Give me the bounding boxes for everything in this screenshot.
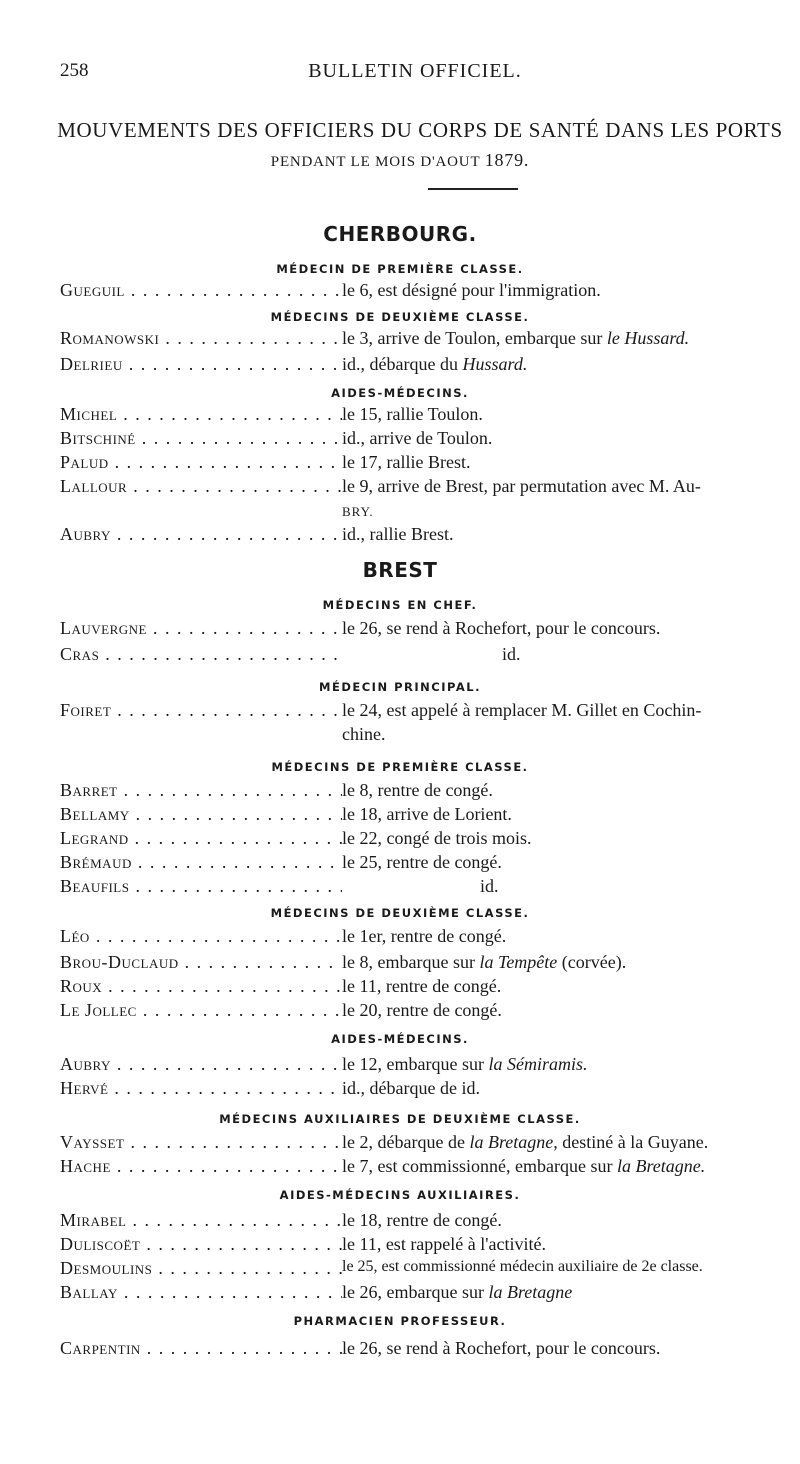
ship-name: la Bretagne [488,1282,573,1302]
officer-name: Beaufils . . . [60,876,342,897]
article-title: MOUVEMENTS DES OFFICIERS DU CORPS DE SANTÉ DANS LES PORTS [57,118,783,142]
officer-name: Michel . . . [60,404,342,425]
officer-name: Hervé . . . [60,1078,342,1099]
officer-name: Carpentin . . . [60,1338,342,1359]
movement-entry [60,828,780,854]
movement-entry [60,852,780,878]
journal-title: BULLETIN OFFICIEL. [308,60,522,82]
movement-entry [60,1054,780,1080]
movement-entry [60,354,780,380]
movement-text: le 18, arrive de Lorient. [342,804,512,824]
movement-entry [60,1078,780,1104]
officer-name: Duliscoët . . . [60,1234,342,1255]
officer-name: Aubry . . . [60,1054,342,1075]
movement-text: le 17, rallie Brest. [342,452,471,472]
ship-name: la Bretagne. [616,1156,706,1176]
officer-name: Ballay . . . [60,1282,342,1303]
title-rule [428,188,518,190]
movement-entry [60,428,780,454]
subtitle-year: 1879. [484,150,530,170]
movement-entry [60,876,780,902]
officer-name: Mirabel . . . [60,1210,342,1231]
movement-text: id., débarque du Hussard. [342,354,528,374]
officer-name: Aubry . . . [60,524,342,545]
officer-name: Bellamy . . . [60,804,342,825]
movement-entry [60,1234,780,1260]
rank-heading: MÉDECIN PRINCIPAL. [319,680,481,694]
movement-entry [60,1282,780,1308]
movement-entry [60,1000,780,1026]
movement-text: le 20, rentre de congé. [342,1000,502,1020]
rank-heading: PHARMACIEN PROFESSEUR. [293,1314,507,1328]
movement-entry [60,452,780,478]
officer-name: Léo . . . [60,926,342,947]
rank-heading: MÉDECINS DE DEUXIÈME CLASSE. [270,310,530,324]
movement-text: le 24, est appelé à remplacer M. Gillet en Cochin- [342,700,702,720]
movement-entry [60,952,780,978]
subtitle-text: PENDANT LE MOIS D'AOUT [270,154,481,170]
ship-name: la Tempête [479,952,558,972]
movement-text: le 26, embarque sur la Bretagne [342,1282,573,1302]
running-header [60,60,770,88]
movement-entry [60,700,780,726]
movement-text: id., arrive de Toulon. [342,428,493,448]
officer-name: Legrand . . . [60,828,342,849]
officer-name: Brémaud . . . [60,852,342,873]
movement-entry [60,1156,780,1182]
officer-name: Hache . . . [60,1156,342,1177]
rank-heading: MÉDECINS EN CHEF. [322,598,478,612]
movement-entry [60,476,780,502]
movement-entry [60,976,780,1002]
movement-text: le 8, embarque sur la Tempête (corvée). [342,952,627,972]
movement-entry [60,524,780,550]
movement-text: le 3, arrive de Toulon, embarque sur le Hussard. [342,328,690,348]
movement-entry [60,404,780,430]
movement-entry [60,1258,780,1284]
officer-name: Delrieu . . . [60,354,342,375]
movement-entry [60,1338,780,1364]
movement-text: le 26, se rend à Rochefort, pour le concours. [342,618,661,638]
rank-heading: MÉDECINS DE DEUXIÈME CLASSE. [270,906,530,920]
rank-heading: MÉDECIN DE PREMIÈRE CLASSE. [276,262,524,276]
movement-text: le 25, rentre de congé. [342,852,502,872]
officer-name: Foiret . . . [60,700,342,721]
officer-name: Le Jollec . . . [60,1000,342,1021]
movement-text: le 7, est commissionné, embarque sur la Bretagne. [342,1156,706,1176]
movement-text: le 2, débarque de la Bretagne, destiné à la Guyane. [342,1132,709,1152]
movement-text: le 22, congé de trois mois. [342,828,532,848]
movement-entry [60,328,780,354]
movement-entry [60,618,780,644]
movement-text: le 9, arrive de Brest, par permutation avec M. Au- [342,476,701,496]
line-continuation: chine. [342,724,386,744]
officer-name: Lallour . . . [60,476,342,497]
rank-heading: AIDES-MÉDECINS. [331,1032,469,1046]
officer-name: Brou-Duclaud . . . [60,952,342,973]
movement-text: le 6, est désigné pour l'immigration. [342,280,601,300]
movement-text: le 15, rallie Toulon. [342,404,483,424]
port-heading-brest: BREST [362,558,438,582]
officer-name: Barret . . . [60,780,342,801]
ship-name: la Sémiramis. [488,1054,588,1074]
ship-name: la Bretagne, [469,1132,558,1152]
movement-text: le 1er, rentre de congé. [342,926,507,946]
ship-name: Hussard. [462,354,528,374]
officer-name: Palud . . . [60,452,342,473]
movement-text: le 11, rentre de congé. [342,976,502,996]
officer-name: Romanowski . . . [60,328,342,349]
movement-text: le 26, se rend à Rochefort, pour le concours. [342,1338,661,1358]
port-heading-cherbourg: CHERBOURG. [323,222,477,246]
movement-entry [60,280,780,306]
movement-entry [60,780,780,806]
movement-text: id. [480,876,499,896]
article-subtitle [0,150,800,171]
movement-text: id., débarque de id. [342,1078,480,1098]
rank-heading: MÉDECINS DE PREMIÈRE CLASSE. [271,760,529,774]
movement-text: le 25, est commissionné médecin auxiliaire de 2e classe. [342,1258,703,1275]
movement-text: le 8, rentre de congé. [342,780,493,800]
movement-entry [60,804,780,830]
officer-name: Gueguil . . . [60,280,342,301]
movement-text: id., rallie Brest. [342,524,454,544]
line-continuation: BRY. [342,504,374,519]
movement-text: le 12, embarque sur la Sémiramis. [342,1054,588,1074]
ship-name: le Hussard. [606,328,690,348]
officer-name: Desmoulins . . . [60,1258,342,1279]
movement-entry [60,644,780,670]
page-number: 258 [60,60,89,81]
movement-entry [60,926,780,952]
officer-name: Cras . . . [60,644,342,665]
movement-text: le 18, rentre de congé. [342,1210,502,1230]
movement-text: id. [502,644,521,664]
rank-heading: AIDES-MÉDECINS AUXILIAIRES. [279,1188,521,1202]
movement-text: le 11, est rappelé à l'activité. [342,1234,546,1254]
rank-heading: AIDES-MÉDECINS. [331,386,469,400]
movement-entry [60,1132,780,1158]
officer-name: Roux . . . [60,976,342,997]
officer-name: Bitschiné . . . [60,428,342,449]
officer-name: Lauvergne . . . [60,618,342,639]
rank-heading: MÉDECINS AUXILIAIRES DE DEUXIÈME CLASSE. [219,1112,581,1126]
movement-entry [60,1210,780,1236]
officer-name: Vaysset . . . [60,1132,342,1153]
